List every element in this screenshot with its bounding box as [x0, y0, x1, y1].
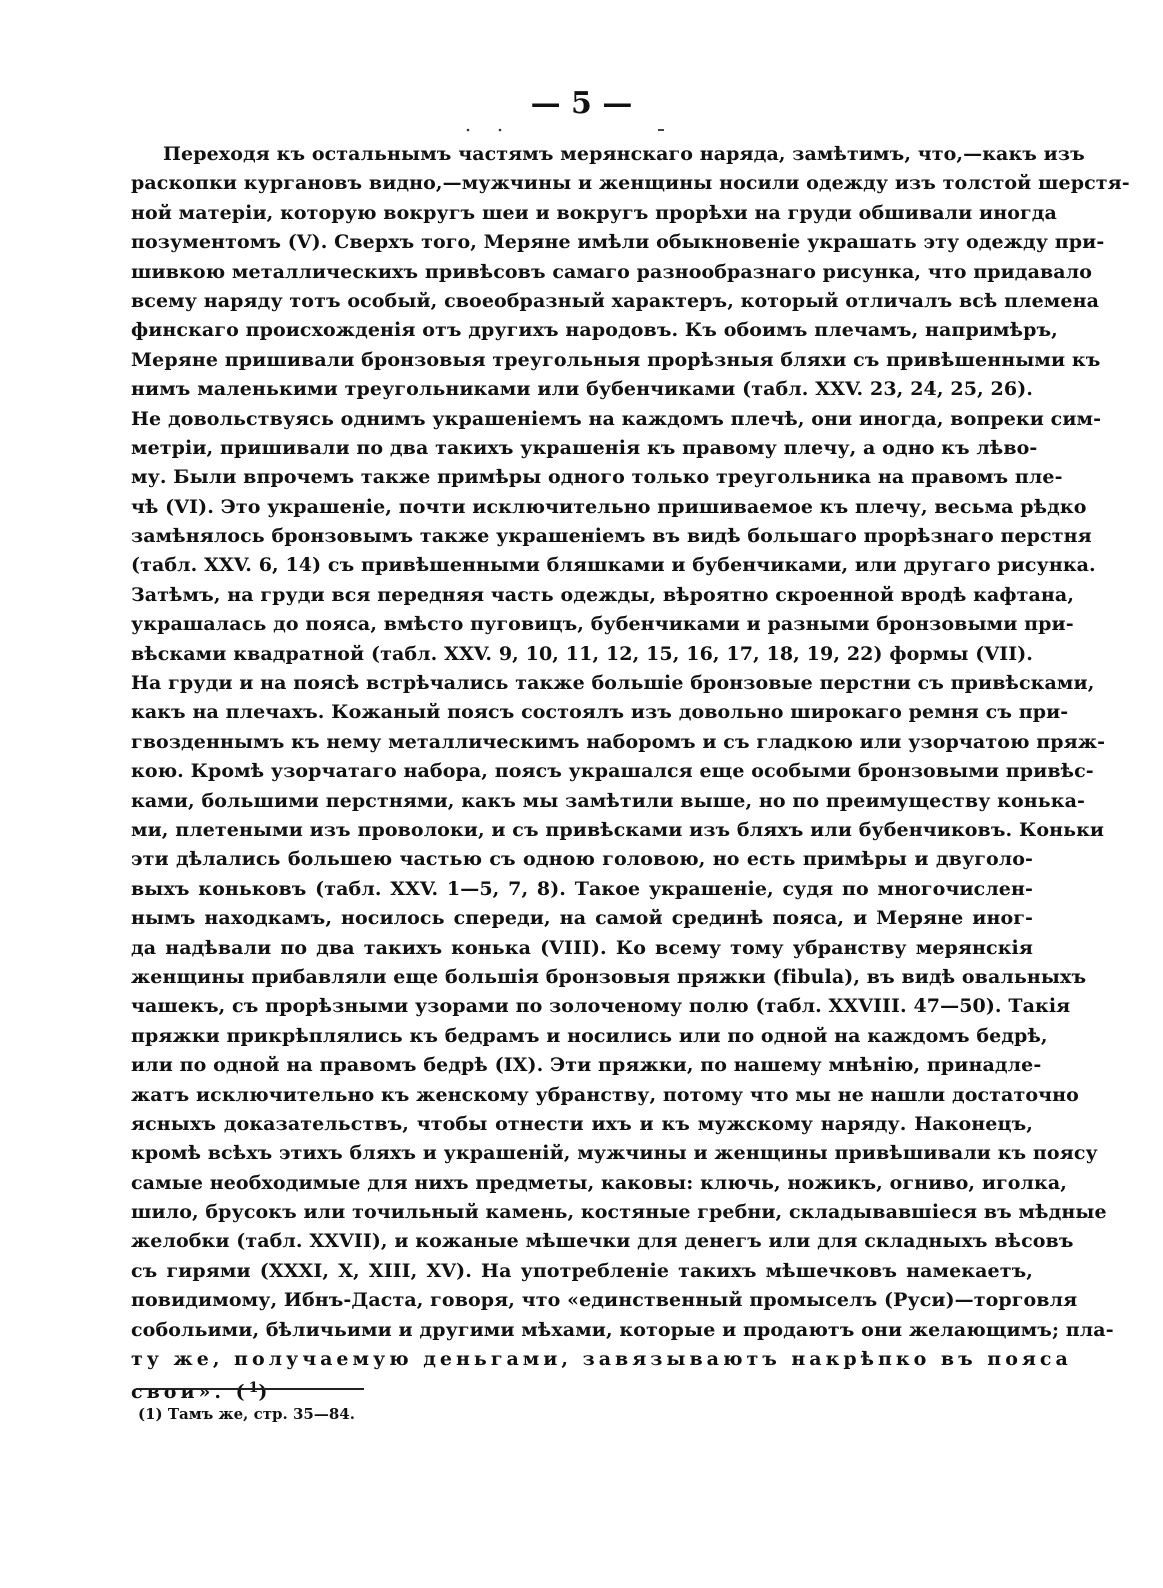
footnote: (1) Тамъ же, стр. 35—84.	[138, 1405, 355, 1423]
text-line: гвозденнымъ къ нему металлическимъ наборомъ и съ гладкою или узорчатою пряж-	[131, 730, 1106, 753]
text-line: женщины прибавляли еще большія бронзовыя пряжки (fibula), въ видѣ овальныхъ	[131, 965, 1087, 988]
text-line: На груди и на поясѣ встрѣчались также большіе бронзовые перстни съ привѣсками,	[131, 672, 1095, 695]
text-line: Переходя къ остальнымъ частямъ мерянскаго наряда, замѣтимъ, что,—какъ изъ	[163, 143, 1085, 165]
text-line: чѣ (VI). Это украшеніе, почти исключительно пришиваемое къ плечу, весьма рѣдко	[131, 495, 1087, 518]
text-line: Не довольствуясь однимъ украшеніемъ на каждомъ плечѣ, они иногда, вопреки сим-	[131, 407, 1102, 430]
text-line: пряжки прикрѣплялись къ бедрамъ и носились или по одной на каждомъ бедрѣ,	[131, 1024, 1048, 1047]
scan-specks	[460, 124, 680, 134]
footnote-ref[interactable]: 1	[248, 1380, 259, 1397]
text-line: да надѣвали по два такихъ конька (VIII). Ко всему тому убранству мерянскія	[131, 936, 1033, 959]
text-line: повидимому, Ибнъ-Даста, говоря, что «единственный промыселъ (Руси)—торговля	[131, 1289, 1078, 1312]
text-line: ми, плетеными изъ проволоки, и съ привѣсками изъ бляхъ или бубенчиковъ. Коньки	[131, 818, 1105, 841]
text-line: чашекъ, съ прорѣзными узорами по золоченому полю (табл. XXVIII. 47—50). Такія	[131, 995, 1071, 1018]
last-line-close: )	[258, 1381, 272, 1404]
text-line: позументомъ (V). Сверхъ того, Меряне имѣли обыкновеніе украшать эту одежду при-	[131, 231, 1105, 254]
text-line: самые необходимые для нихъ предметы, каковы: ключь, ножикъ, огниво, иголка,	[131, 1171, 1067, 1194]
page-number: — 5 —	[530, 86, 633, 121]
text-line: или по одной на правомъ бедрѣ (IX). Эти пряжки, по нашему мнѣнію, принадле-	[131, 1054, 1042, 1077]
text-line: съ гирями (XXXI, X, XIII, XV). На употребленіе такихъ мѣшечковъ намекаетъ,	[131, 1259, 1033, 1282]
text-line: раскопки кургановъ видно,—мужчины и женщины носили одежду изъ толстой шерстя-	[131, 172, 1130, 195]
text-line: финскаго происхожденія отъ другихъ народовъ. Къ обоимъ плечамъ, напримѣръ,	[131, 319, 1058, 342]
main-text	[131, 140, 1130, 1404]
text-line: метріи, пришивали по два такихъ украшенія къ правому плечу, а одно къ лѣво-	[131, 436, 1038, 459]
text-line: замѣнялось бронзовымъ также украшеніемъ въ видѣ большаго прорѣзнаго перстня	[131, 525, 1092, 548]
text-line: нымъ находкамъ, носилось спереди, на самой срединѣ пояса, и Меряне иног-	[131, 907, 1033, 930]
text-line: кромѣ всѣхъ этихъ бляхъ и украшеній, мужчины и женщины привѣшивали къ поясу	[131, 1142, 1098, 1165]
text-line: шило, брусокъ или точильный камень, костяные гребни, складывавшіеся въ мѣдные	[131, 1201, 1107, 1224]
text-line: ту же, получаемую деньгами, завязываютъ накрѣпко въ пояса	[131, 1348, 1072, 1371]
text-line: нимъ маленькими треугольниками или бубенчиками (табл. XXV. 23, 24, 25, 26).	[131, 378, 1033, 401]
last-line-text: свои». (	[131, 1381, 249, 1404]
text-line: какъ на плечахъ. Кожаный поясъ состоялъ изъ довольно широкаго ремня съ при-	[131, 701, 1069, 724]
text-line: собольими, бѣличьими и другими мѣхами, которые и продаютъ они желающимъ; пла-	[131, 1318, 1114, 1341]
footnote-divider	[136, 1388, 364, 1390]
text-line: Меряне пришивали бронзовыя треугольныя прорѣзныя бляхи съ привѣшенными къ	[131, 348, 1101, 371]
text-line: (табл. XXV. 6, 14) съ привѣшенными бляшками и бубенчиками, или другаго рисунка.	[131, 554, 1096, 577]
text-line: всему наряду тотъ особый, своеобразный характеръ, который отличалъ всѣ племена	[131, 289, 1100, 312]
text-line: вѣсками квадратной (табл. XXV. 9, 10, 11, 12, 15, 16, 17, 18, 19, 22) формы (VII).	[131, 642, 1033, 665]
text-line: му. Были впрочемъ также примѣры одного только треугольника на правомъ пле-	[131, 466, 1063, 489]
text-line: ясныхъ доказательствъ, чтобы отнести ихъ и къ мужскому наряду. Наконецъ,	[131, 1112, 1033, 1135]
text-line: желобки (табл. XXVII), и кожаные мѣшечки для денегъ или для складныхъ вѣсовъ	[131, 1230, 1074, 1253]
text-line: выхъ коньковъ (табл. XXV. 1—5, 7, 8). Такое украшеніе, судя по многочислен-	[131, 877, 1033, 900]
text-line: ной матеріи, которую вокругъ шеи и вокругъ прорѣхи на груди обшивали иногда	[131, 201, 1057, 224]
text-line: ками, большими перстнями, какъ мы замѣтили выше, но по преимуществу конька-	[131, 789, 1085, 812]
text-line: Затѣмъ, на груди вся передняя часть одежды, вѣроятно скроенной вродѣ кафтана,	[131, 583, 1075, 606]
text-line: шивкою металлическихъ привѣсовъ самаго разнообразнаго рисунка, что придавало	[131, 260, 1092, 283]
text-line: украшалась до пояса, вмѣсто пуговицъ, бубенчиками и разными бронзовыми при-	[131, 613, 1074, 636]
text-line: кою. Кромѣ узорчатаго набора, поясъ украшался еще особыми бронзовыми привѣс-	[131, 760, 1094, 783]
text-line: жатъ исключительно къ женскому убранству, потому что мы не нашли достаточно	[131, 1083, 1079, 1106]
text-line: эти дѣлались большею частью съ одною головою, но есть примѣры и двуголо-	[131, 848, 1033, 871]
